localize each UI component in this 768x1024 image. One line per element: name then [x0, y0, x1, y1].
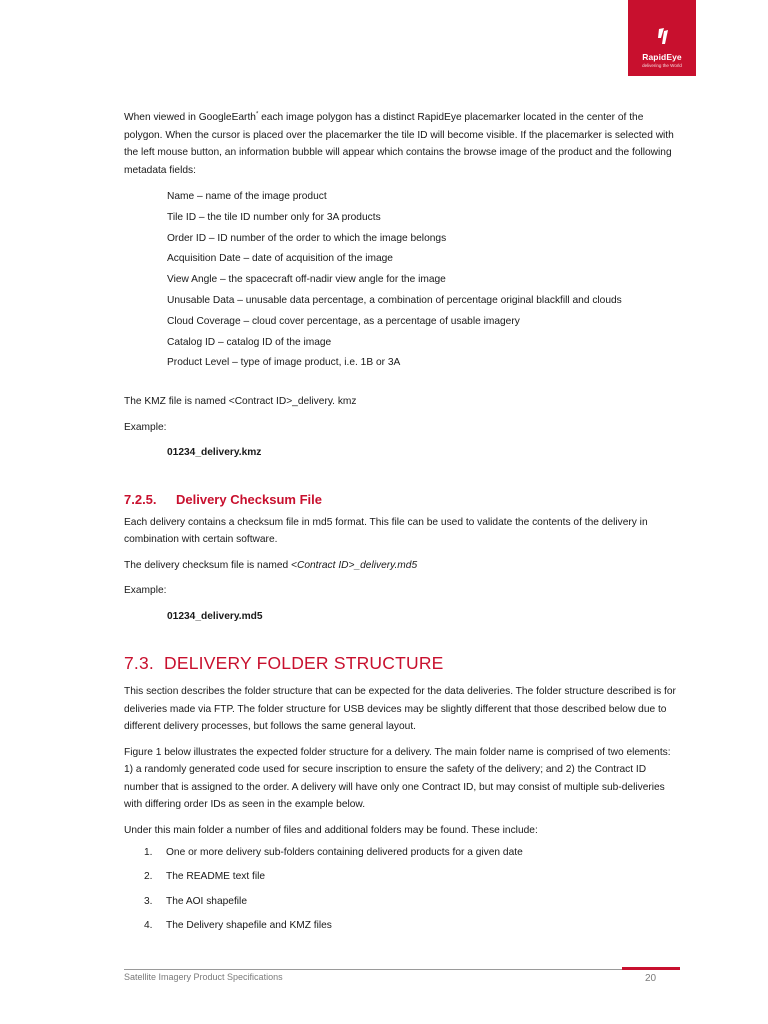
- section-heading-7-3: [124, 651, 680, 675]
- metadata-field-list: [167, 187, 680, 374]
- section-number: 7.2.5.: [124, 491, 157, 507]
- kmz-example-label: Example:: [124, 421, 167, 433]
- section-number: 7.3.: [124, 653, 154, 674]
- section-title: DELIVERY FOLDER STRUCTURE: [164, 653, 444, 674]
- list-item: Catalog ID – catalog ID of the image: [167, 336, 332, 348]
- list-item: Tile ID – the tile ID number only for 3A products: [167, 211, 381, 223]
- list-item: 3. The AOI shapefile: [144, 895, 247, 907]
- section-title: Delivery Checksum File: [176, 491, 322, 507]
- page-number: 20: [645, 973, 657, 984]
- checksum-filename-text: The delivery checksum file is named <Contract ID>_delivery.md5: [124, 559, 418, 571]
- rapideye-logo: [628, 0, 696, 76]
- folder-structure-paragraph-3: Under this main folder a number of files and additional folders may be found. These include:: [124, 824, 538, 836]
- logo-tagline: delivering the World: [642, 63, 682, 68]
- footer-accent-bar: [622, 967, 680, 970]
- folder-structure-paragraph-2: Figure 1 below illustrates the expected folder structure for a delivery. The main folder name is comprised of two elements: 1) a randomly generated code used for secure inscription to ensure the safety of the delivery; and 2) the Contract ID number that is assigned to the order. A delivery will have only one Contract ID, but may consist of multiple sub-deliveries with differing order IDs as seen in the example below.: [124, 746, 671, 811]
- checksum-paragraph: Each delivery contains a checksum file in md5 format. This file can be used to validate the contents of the delivery in combination with certain software.: [124, 516, 648, 546]
- footer-divider: [124, 969, 680, 970]
- checksum-example-value: 01234_delivery.md5: [167, 610, 263, 622]
- page-content: [124, 109, 680, 938]
- intro-paragraph: When viewed in GoogleEarth* each image polygon has a distinct RapidEye placemarker located in the center of the polygon. When the cursor is placed over the placemarker the tile ID will become visible. If the placemarker is selected with the left mouse button, an information bubble will appear which contains the browse image of the product and the following metadata fields:: [124, 111, 674, 176]
- kmz-example-value: 01234_delivery.kmz: [167, 447, 262, 459]
- list-item: 4. The Delivery shapefile and KMZ files: [144, 920, 332, 932]
- kmz-filename-text: The KMZ file is named <Contract ID>_delivery. kmz: [124, 396, 357, 408]
- list-item: Unusable Data – unusable data percentage, a combination of percentage original blackfill and clouds: [167, 294, 622, 306]
- footnote-marker: *: [255, 111, 259, 118]
- rapideye-mark-icon: [628, 26, 696, 48]
- checksum-example-label: Example:: [124, 585, 167, 597]
- logo-name: RapidEye: [642, 52, 682, 62]
- list-item: 1. One or more delivery sub-folders containing delivered products for a given date: [144, 847, 523, 859]
- list-item: Name – name of the image product: [167, 191, 327, 202]
- list-item: Order ID – ID number of the order to which the image belongs: [167, 232, 447, 244]
- section-heading-7-2-5: [124, 490, 680, 510]
- list-item: Product Level – type of image product, i.e. 1B or 3A: [167, 357, 401, 369]
- folder-structure-paragraph-1: This section describes the folder structure that can be expected for the data deliveries. The folder structure described is for deliveries made via FTP. The folder structure for USB devices may be slightly different that those described below due to different delivery processes, but follows the same general layout.: [124, 686, 676, 733]
- list-item: Cloud Coverage – cloud cover percentage, as a percentage of usable imagery: [167, 315, 520, 327]
- list-item: View Angle – the spacecraft off-nadir view angle for the image: [167, 274, 446, 286]
- footer-document-title: Satellite Imagery Product Specifications: [124, 972, 283, 982]
- list-item: Acquisition Date – date of acquisition of the image: [167, 253, 393, 265]
- folder-contents-list: [124, 841, 680, 938]
- list-item: 2. The README text file: [144, 871, 266, 883]
